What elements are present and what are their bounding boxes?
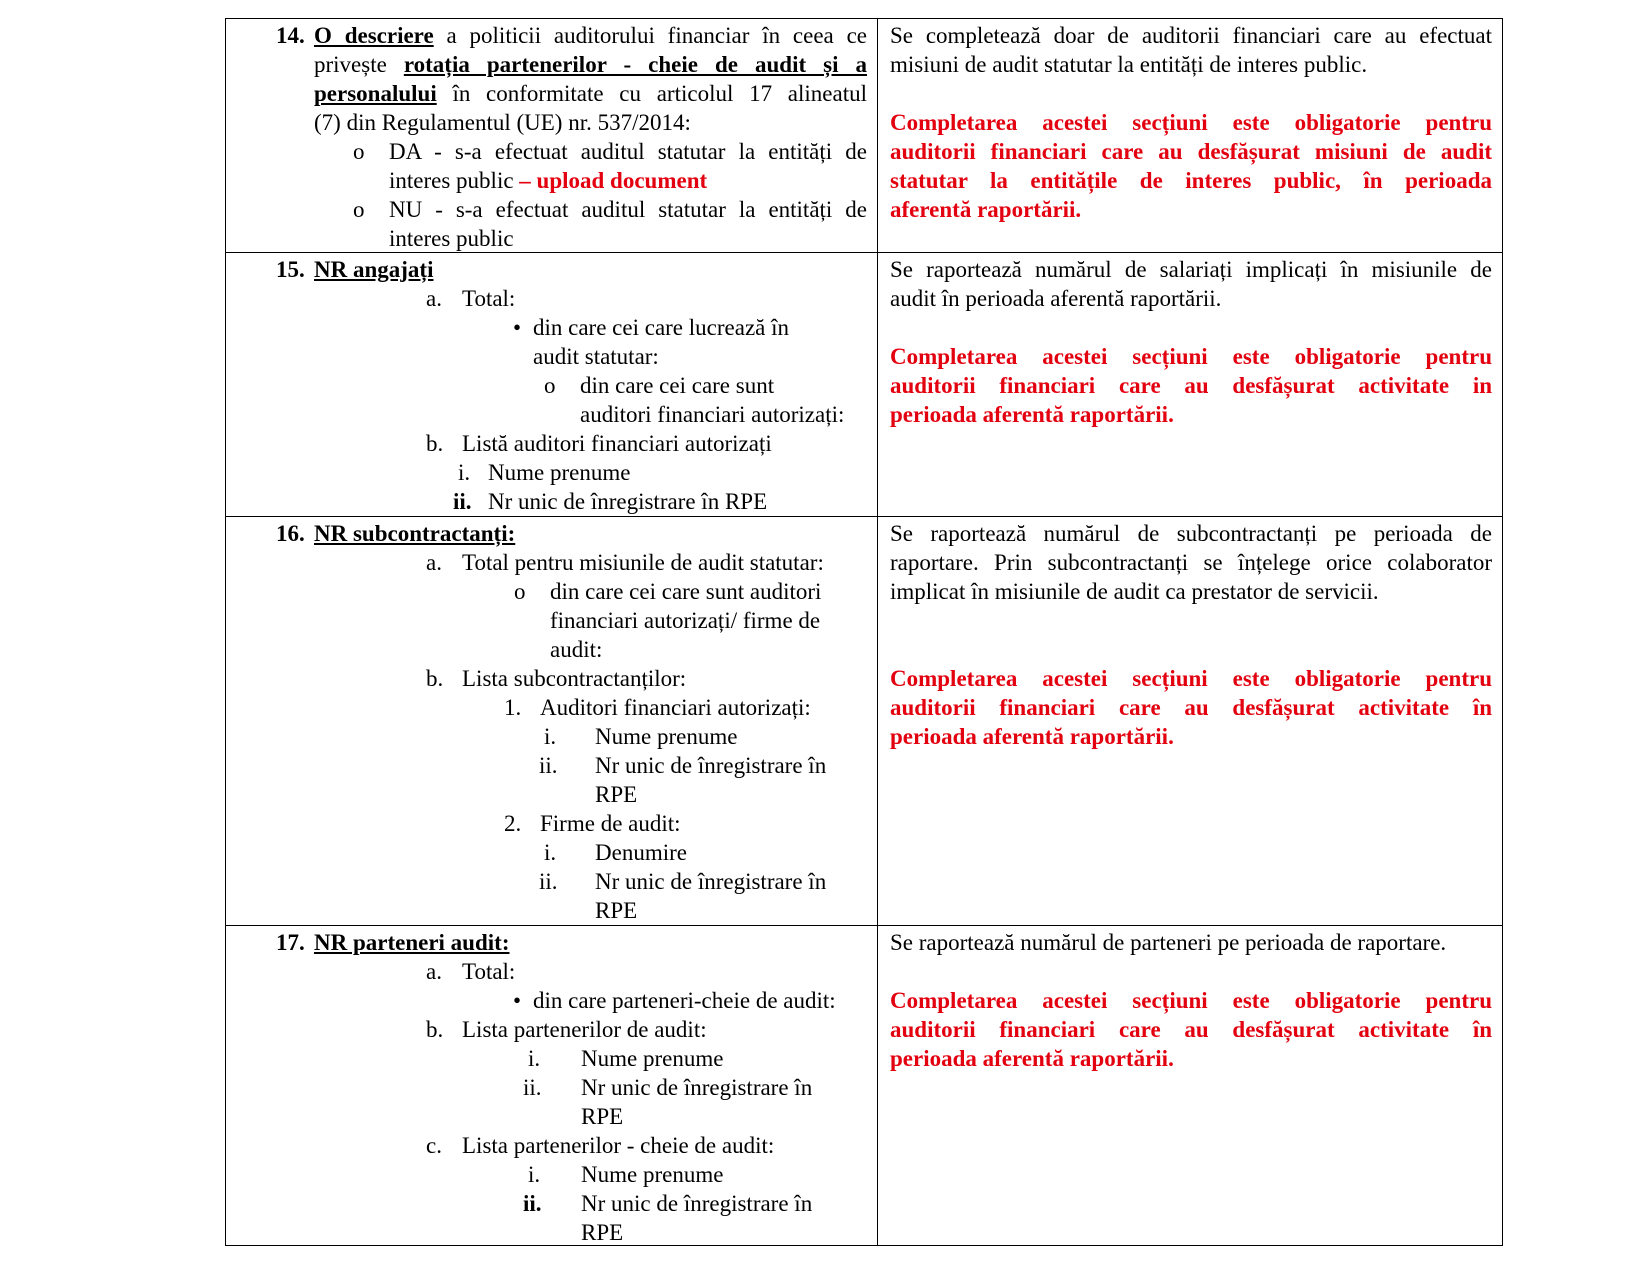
item-title: O descriere — [314, 23, 434, 48]
list-item: financiari autorizați/ firme de — [550, 608, 821, 633]
list-item: din care parteneri-cheie de audit: — [533, 988, 836, 1013]
item-number: 17. — [276, 930, 305, 955]
instruction-text: Se raportează numărul de subcontractanți pe perioada de raportare. Prin subcontractanți se înțelege orice colaborator implicat în misiunile de audit ca prestator de servicii. — [890, 521, 1492, 604]
option-da: DA - s-a efectuat auditul statutar la entități de interes public – upload document — [389, 139, 867, 193]
list-label: ii. — [539, 869, 558, 894]
list-label: a. — [426, 550, 442, 575]
row-17-left-cell — [226, 926, 878, 1246]
instruction-text: Se raportează numărul de parteneri pe perioada de raportare. — [890, 930, 1447, 955]
list-item: Auditori financiari autorizați: — [540, 695, 811, 720]
instruction-text: Se raportează numărul de salariați implicați în misiunile de audit în perioada aferentă raportării. — [890, 257, 1492, 311]
list-label: 1. — [504, 695, 522, 720]
list-item: din care cei care lucrează în — [533, 315, 789, 340]
row-14-right-cell — [878, 19, 1503, 253]
mandatory-note: Completarea acestei secțiuni este obligatorie pentru auditorii financiari care au desfășurat activitate în perioada aferentă raportării. — [890, 988, 1492, 1071]
list-item: Nr unic de înregistrare în — [595, 753, 827, 778]
list-item: Lista subcontractanților: — [462, 666, 687, 691]
list-label: b. — [426, 666, 444, 691]
list-item: RPE — [595, 898, 638, 923]
option-bullet: o — [353, 139, 365, 164]
table-row-15 — [226, 253, 1503, 517]
list-item: Lista partenerilor de audit: — [462, 1017, 707, 1042]
document-table — [225, 18, 1503, 1246]
instruction-text: Se completează doar de auditorii financiari care au efectuat misiuni de audit statutar la entități de interes public. — [890, 23, 1492, 77]
table-row-16 — [226, 517, 1503, 926]
list-label: ii. — [453, 489, 472, 514]
row-17-right-cell — [878, 926, 1503, 1246]
option-bullet: o — [544, 373, 556, 398]
list-item: auditori financiari autorizați: — [580, 402, 845, 427]
list-label: i. — [528, 1162, 541, 1187]
item-14-description: O descriere a politicii auditorului financiar în ceea ce privește rotația partenerilor - cheie de audit și a personalului în conformitate cu articolul 17 alineatul (7) din Regulamentul (UE) nr. 537/2014: — [314, 23, 868, 135]
list-item: audit: — [550, 637, 603, 662]
list-item: Nr unic de înregistrare în — [595, 869, 827, 894]
mandatory-note: Completarea acestei secțiuni este obligatorie pentru auditorii financiari care au desfășurat misiuni de audit statutar la entitățile de interes public, în perioada aferentă raportării. — [890, 110, 1492, 222]
item-title: NR parteneri audit: — [314, 930, 510, 955]
list-label: ii. — [523, 1075, 542, 1100]
item-title: NR subcontractanți: — [314, 521, 516, 546]
list-label: a. — [426, 286, 442, 311]
bullet: • — [513, 988, 522, 1013]
item-number: 14. — [276, 23, 305, 48]
list-label: b. — [426, 431, 444, 456]
list-item-total: Total: — [462, 959, 516, 984]
item-number: 15. — [276, 257, 305, 282]
list-label: i. — [528, 1046, 541, 1071]
list-item: Listă auditori financiari autorizați — [462, 431, 772, 456]
bullet: • — [513, 315, 522, 340]
list-label: i. — [544, 724, 557, 749]
option-bullet: o — [514, 579, 526, 604]
list-label: ii. — [523, 1191, 542, 1216]
option-nu: NU - s-a efectuat auditul statutar la entități de interes public — [389, 197, 867, 251]
list-item: audit statutar: — [533, 344, 659, 369]
list-item: Total pentru misiunile de audit statutar: — [462, 550, 824, 575]
table-row-17 — [226, 926, 1503, 1246]
item-number: 16. — [276, 521, 305, 546]
list-item: Firme de audit: — [540, 811, 681, 836]
row-16-right-cell — [878, 517, 1503, 926]
list-label: ii. — [539, 753, 558, 778]
list-label: i. — [458, 460, 471, 485]
table-row-14 — [226, 19, 1503, 253]
option-bullet: o — [353, 197, 365, 222]
list-item: Nr unic de înregistrare în — [581, 1075, 813, 1100]
list-item: din care cei care sunt auditori — [550, 579, 822, 604]
list-item: Nume prenume — [581, 1046, 724, 1071]
row-15-left-cell — [226, 253, 878, 517]
list-item: Nr unic de înregistrare în RPE — [488, 489, 768, 514]
list-label: b. — [426, 1017, 444, 1042]
row-14-left-cell — [226, 19, 878, 253]
row-15-right-cell — [878, 253, 1503, 517]
list-item: RPE — [581, 1220, 624, 1245]
list-item: din care cei care sunt — [580, 373, 775, 398]
list-label: i. — [544, 840, 557, 865]
list-item: Nume prenume — [488, 460, 631, 485]
list-label: a. — [426, 959, 442, 984]
upload-document-link[interactable]: – upload document — [519, 168, 708, 193]
list-item: Nume prenume — [581, 1162, 724, 1187]
item-title: NR angajați — [314, 257, 434, 282]
list-item: RPE — [595, 782, 638, 807]
list-label: 2. — [504, 811, 522, 836]
list-item: Nr unic de înregistrare în — [581, 1191, 813, 1216]
mandatory-note: Completarea acestei secțiuni este obligatorie pentru auditorii financiari care au desfășurat activitate in perioada aferentă raportării. — [890, 344, 1492, 427]
row-16-left-cell — [226, 517, 878, 926]
list-item: Nume prenume — [595, 724, 738, 749]
list-item-total: Total: — [462, 286, 516, 311]
list-item: RPE — [581, 1104, 624, 1129]
list-item: Lista partenerilor - cheie de audit: — [462, 1133, 775, 1158]
list-item: Denumire — [595, 840, 687, 865]
mandatory-note: Completarea acestei secțiuni este obligatorie pentru auditorii financiari care au desfășurat activitate în perioada aferentă raportării. — [890, 666, 1492, 749]
list-label: c. — [426, 1133, 442, 1158]
